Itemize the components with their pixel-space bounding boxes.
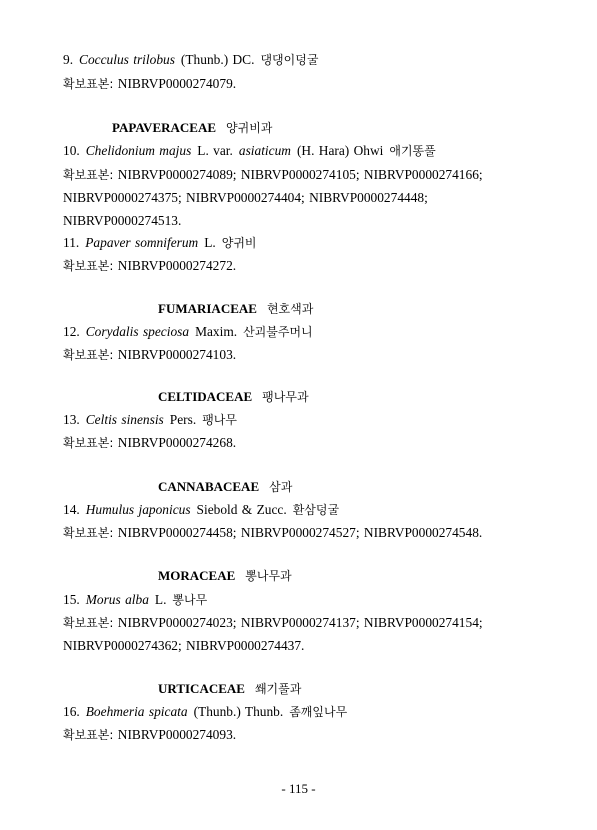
authority: L.	[204, 235, 216, 250]
specimens-line-cont	[63, 189, 557, 207]
family-heading-moraceae	[158, 567, 292, 585]
specimen-ids: NIBRVP0000274103.	[117, 347, 237, 362]
authority: (Thunb.) DC.	[180, 52, 255, 67]
genus-name: Corydalis	[85, 324, 139, 339]
specimens-line	[63, 75, 557, 93]
specimens-line	[63, 434, 557, 452]
specimen-ids: NIBRVP0000274513.	[63, 213, 182, 228]
species-entry-10	[63, 142, 557, 160]
korean-name: 애기똥풀	[389, 144, 436, 158]
korean-name: 뽕나무	[172, 593, 208, 607]
specimens-line-cont	[63, 212, 557, 230]
specimens-line	[63, 524, 557, 542]
specimen-ids: NIBRVP0000274458; NIBRVP0000274527; NIBRVP0000274548.	[117, 525, 483, 540]
authority: L.	[154, 592, 167, 607]
authority: Maxim.	[195, 324, 238, 339]
family-korean-name: 뽕나무과	[245, 569, 292, 583]
genus-name: Morus	[85, 592, 121, 607]
specimens-line	[63, 166, 557, 184]
species-epithet: majus	[159, 143, 192, 158]
specimen-ids: NIBRVP0000274268.	[117, 435, 237, 450]
entry-number: 12.	[63, 324, 80, 339]
authority: (Thunb.) Thunb.	[193, 704, 284, 719]
family-latin-name: CELTIDACEAE	[158, 389, 253, 404]
entry-number: 10.	[63, 143, 80, 158]
species-entry-14	[63, 501, 557, 519]
specimens-line	[63, 346, 557, 364]
species-epithet: spicata	[148, 704, 188, 719]
entry-number: 16.	[63, 704, 80, 719]
family-korean-name: 양귀비과	[226, 121, 273, 135]
specimen-ids: NIBRVP0000274023; NIBRVP0000274137; NIBRVP0000274154;	[117, 615, 483, 630]
specimens-label: 확보표본:	[63, 168, 114, 182]
specimens-line-cont	[63, 637, 557, 655]
authority: Pers.	[169, 412, 197, 427]
specimen-ids: NIBRVP0000274362; NIBRVP0000274437.	[63, 638, 305, 653]
genus-name: Papaver	[85, 235, 131, 250]
species-entry-13	[63, 411, 557, 429]
family-korean-name: 삼과	[269, 480, 293, 494]
entry-number: 15.	[63, 592, 80, 607]
genus-name: Cocculus	[79, 52, 129, 67]
entry-number: 14.	[63, 502, 80, 517]
family-heading-papaveraceae	[112, 119, 272, 137]
family-heading-celtidaceae	[158, 388, 309, 406]
specimen-ids: NIBRVP0000274079.	[117, 76, 237, 91]
family-latin-name: MORACEAE	[158, 568, 236, 583]
specimens-label: 확보표본:	[63, 616, 114, 630]
entry-number: 13.	[63, 412, 80, 427]
family-heading-cannabaceae	[158, 478, 292, 496]
species-entry-9	[63, 51, 557, 69]
korean-name: 환삼덩굴	[292, 503, 340, 517]
family-latin-name: URTICACEAE	[158, 681, 245, 696]
entry-number: 11.	[63, 235, 80, 250]
specimens-line	[63, 726, 557, 744]
specimen-ids: NIBRVP0000274375; NIBRVP0000274404; NIBRVP0000274448;	[63, 190, 428, 205]
specimen-ids: NIBRVP0000274089; NIBRVP0000274105; NIBRVP0000274166;	[117, 167, 483, 182]
species-epithet: trilobus	[133, 52, 175, 67]
specimens-label: 확보표본:	[63, 526, 114, 540]
korean-name: 댕댕이덩굴	[260, 53, 319, 67]
korean-name: 좀깨잎나무	[289, 705, 348, 719]
family-korean-name: 팽나무과	[262, 390, 309, 404]
authority: Siebold & Zucc.	[196, 502, 287, 517]
specimens-line	[63, 614, 557, 632]
specimens-label: 확보표본:	[63, 348, 114, 362]
family-korean-name: 현호색과	[266, 302, 314, 316]
species-entry-15	[63, 591, 557, 609]
family-latin-name: CANNABACEAE	[158, 479, 260, 494]
family-korean-name: 쐐기풀과	[254, 682, 302, 696]
specimens-label: 확보표본:	[63, 436, 114, 450]
species-entry-16	[63, 703, 557, 721]
family-heading-fumariaceae	[158, 300, 313, 318]
specimens-label: 확보표본:	[63, 728, 114, 742]
page-number: - 115 -	[281, 781, 316, 796]
specimens-line	[63, 257, 557, 275]
genus-name: Boehmeria	[85, 704, 145, 719]
species-epithet: sinensis	[121, 412, 164, 427]
specimen-ids: NIBRVP0000274272.	[117, 258, 237, 273]
genus-name: Chelidonium	[85, 143, 155, 158]
authority: (H. Hara) Ohwi	[296, 143, 384, 158]
family-latin-name: PAPAVERACEAE	[112, 120, 217, 135]
specimens-label: 확보표본:	[63, 259, 114, 273]
genus-name: Humulus	[85, 502, 135, 517]
specimens-label: 확보표본:	[63, 77, 114, 91]
korean-name: 양귀비	[221, 236, 257, 250]
family-latin-name: FUMARIACEAE	[158, 301, 257, 316]
korean-name: 산괴불주머니	[243, 325, 313, 339]
specimen-ids: NIBRVP0000274093.	[117, 727, 237, 742]
species-epithet: japonicus	[138, 502, 191, 517]
variety-marker: L. var.	[197, 143, 233, 158]
korean-name: 팽나무	[202, 413, 237, 427]
species-entry-12	[63, 323, 557, 341]
species-epithet: alba	[125, 592, 149, 607]
species-epithet: somniferum	[134, 235, 199, 250]
species-epithet: speciosa	[142, 324, 190, 339]
entry-number: 9.	[63, 52, 74, 67]
variety-epithet: asiaticum	[238, 143, 291, 158]
species-entry-11	[63, 234, 557, 252]
genus-name: Celtis	[85, 412, 117, 427]
family-heading-urticaceae	[158, 680, 301, 698]
